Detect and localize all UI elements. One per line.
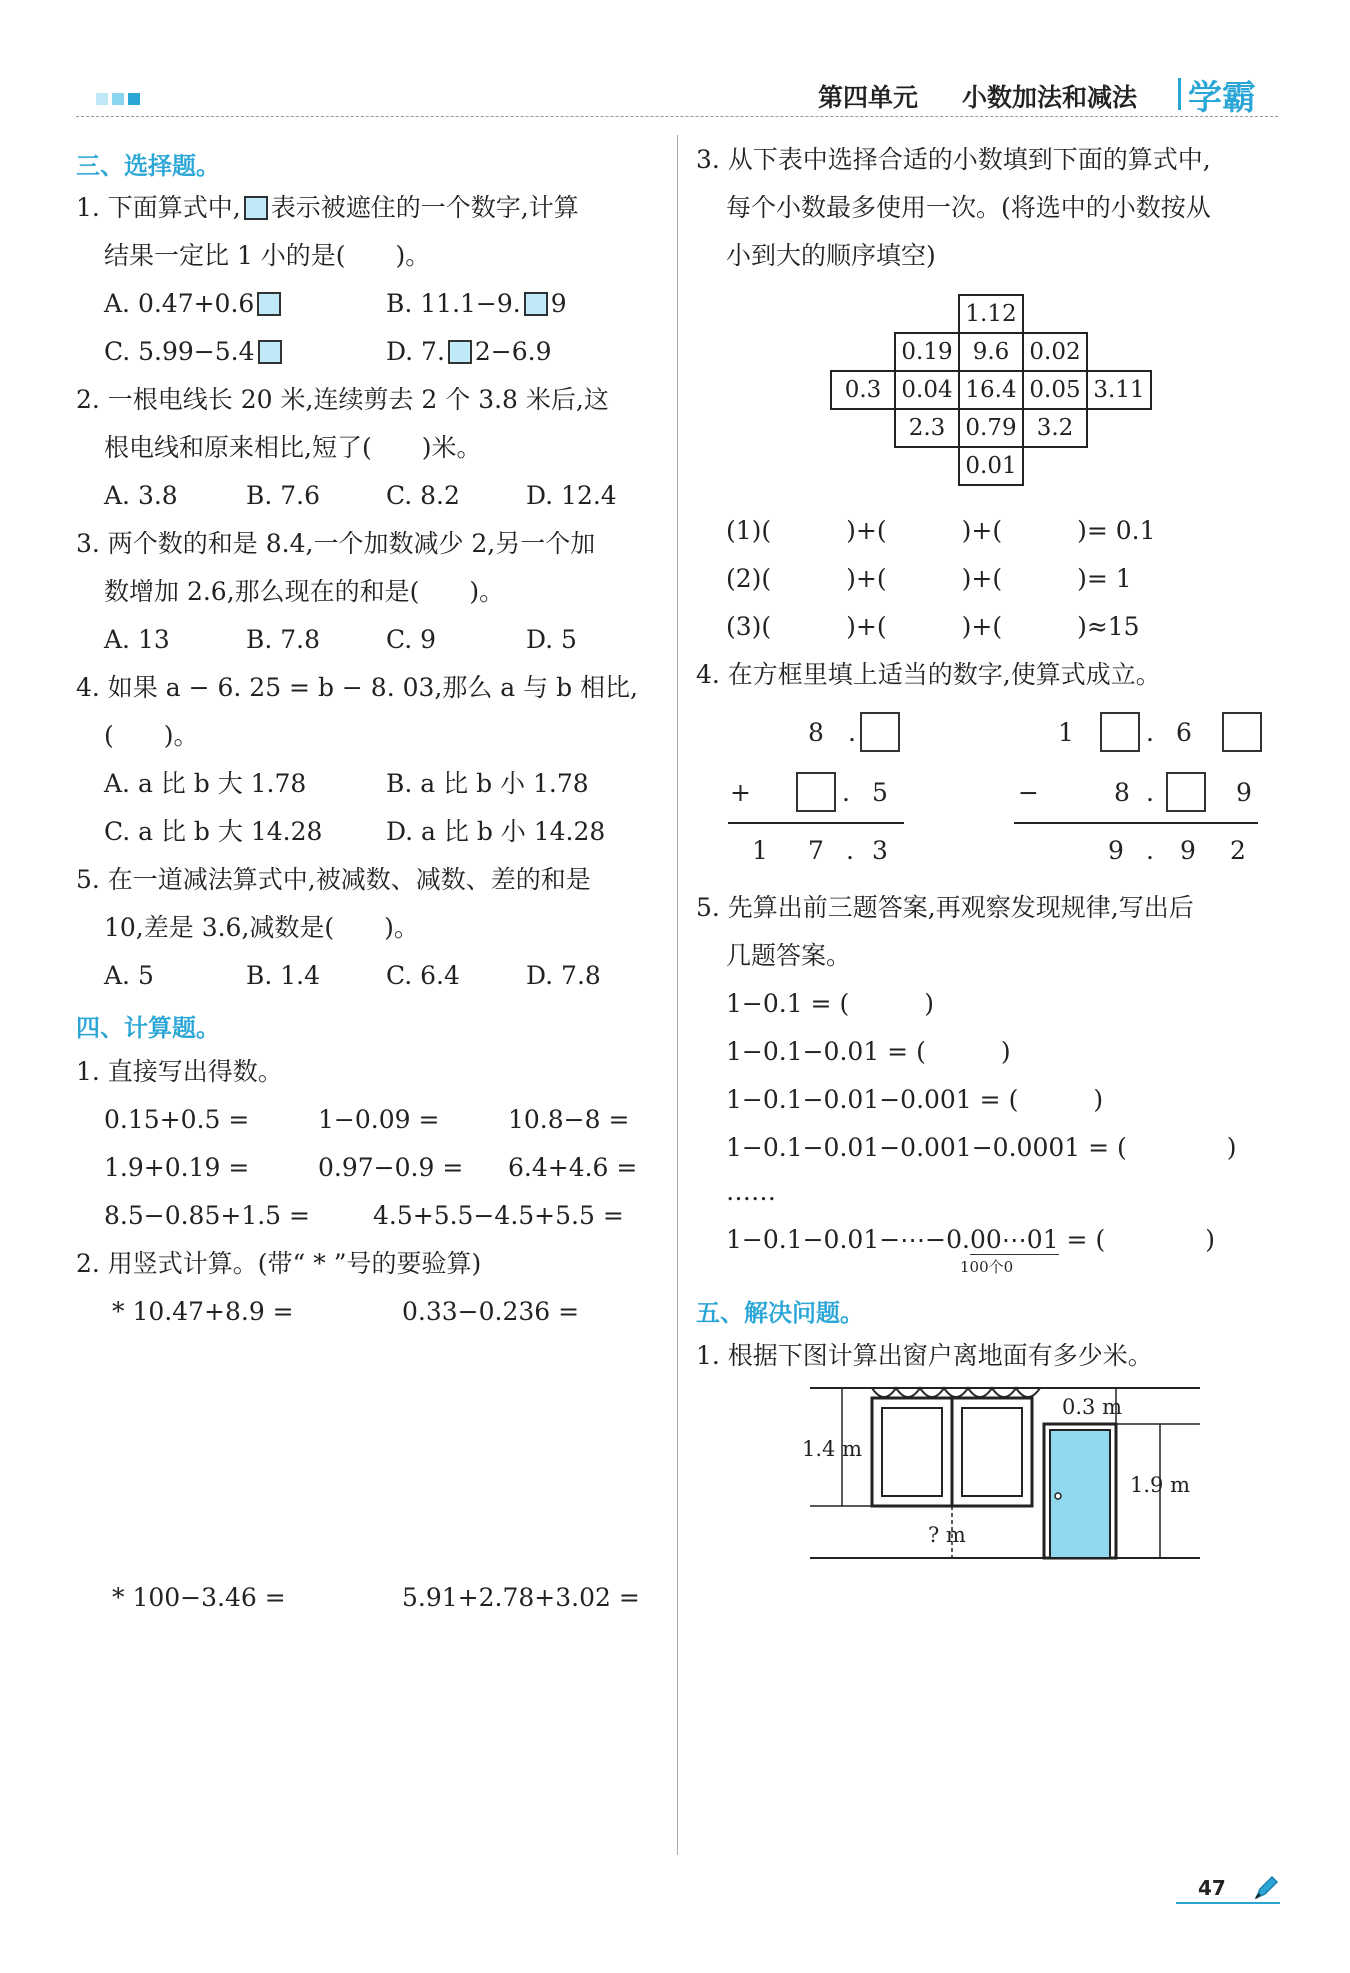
calc-item: 10.8−8 =	[508, 1105, 630, 1134]
footer-rule	[1176, 1902, 1280, 1904]
r-q4-label: 4. 在方框里填上适当的数字,使算式成立。	[696, 660, 1161, 689]
pencil-icon	[1252, 1874, 1280, 1902]
calc-q2-label: 2. 用竖式计算。(带“ * ”号的要验算)	[76, 1249, 482, 1278]
sub-mid-dot: .	[1146, 778, 1154, 807]
header-rule	[76, 116, 1278, 117]
column-divider	[677, 135, 678, 1855]
q2-option: A. 3.8	[104, 481, 178, 510]
plus-sign: +	[730, 778, 751, 807]
sum-equation: (3)( )+( )+( )≈15	[726, 612, 1140, 641]
r-q5-line2: 几题答案。	[726, 941, 852, 970]
calc-item: 6.4+4.6 =	[508, 1153, 638, 1182]
q5-option: D. 7.8	[526, 961, 601, 990]
awning	[872, 1388, 1040, 1397]
brand-logo: 学霸	[1188, 78, 1256, 118]
q3-option: B. 7.8	[246, 625, 321, 654]
masked-digit-icon	[448, 340, 472, 364]
grid-cell: 0.04	[895, 371, 959, 409]
q4-option-d: D. a 比 b 小 14.28	[386, 817, 606, 846]
section-title-calc: 四、计算题。	[76, 1014, 220, 1042]
sub-result-digit: 2	[1230, 836, 1246, 865]
q4-option-c: C. a 比 b 大 14.28	[104, 817, 323, 846]
grid-cell: 0.02	[1023, 333, 1087, 371]
q1-option-a: A. 0.47+0.6	[104, 289, 284, 319]
header-separator	[1178, 78, 1181, 110]
vertical-calc-item: * 100−3.46 =	[112, 1583, 286, 1612]
sub-top-digit: 6	[1176, 718, 1192, 747]
q2-option: B. 7.6	[246, 481, 321, 510]
sum-equation: (1)( )+( )+( )= 0.1	[726, 516, 1156, 545]
q3-option: A. 13	[104, 625, 170, 654]
q4-line1: 4. 如果 a − 6. 25 = b − 8. 03,那么 a 与 b 相比,	[76, 673, 638, 702]
masked-digit-icon	[257, 292, 281, 316]
vertical-calc-item: 5.91+2.78+3.02 =	[402, 1583, 640, 1612]
unit-title: 第四单元	[818, 83, 919, 112]
sub-rule	[1014, 822, 1258, 824]
q5-option: A. 5	[104, 961, 154, 990]
pattern-equation-general: 1−0.1−0.01−⋯−0.00⋯01 = ( )	[726, 1225, 1215, 1254]
label-gap: 0.3 m	[1062, 1395, 1122, 1419]
grid-cell: 0.01	[959, 447, 1023, 485]
r-q3-line1: 3. 从下表中选择合适的小数填到下面的算式中,	[696, 145, 1211, 174]
q4-option-b: B. a 比 b 小 1.78	[386, 769, 589, 798]
pattern-equation: 1−0.1 = ( )	[726, 989, 934, 1018]
add-top-digit: 8	[808, 718, 824, 747]
window-pane	[882, 1408, 942, 1496]
sub-mid-digit: 8	[1114, 778, 1130, 807]
add-mid-dot: .	[842, 778, 850, 807]
masked-digit-icon	[258, 340, 282, 364]
add-mid-digit: 5	[872, 778, 888, 807]
grid-cell: 3.11	[1087, 371, 1151, 409]
ellipsis: ……	[726, 1177, 776, 1206]
chapter-title: 小数加法和减法	[962, 83, 1138, 112]
grid-cell: 0.19	[895, 333, 959, 371]
calc-item: 0.15+0.5 =	[104, 1105, 250, 1134]
q2-line2: 根电线和原来相比,短了( )米。	[104, 433, 482, 462]
label-window-height: 1.4 m	[802, 1437, 862, 1461]
sub-top-dot: .	[1146, 718, 1154, 747]
q5-line1: 5. 在一道减法算式中,被减数、减数、差的和是	[76, 865, 591, 894]
pattern-equation: 1−0.1−0.01−0.001−0.0001 = ( )	[726, 1133, 1237, 1162]
add-rule	[728, 822, 904, 824]
blank-box[interactable]	[1222, 712, 1262, 752]
calc-q1-label: 1. 直接写出得数。	[76, 1057, 283, 1086]
blank-box[interactable]	[1100, 712, 1140, 752]
sub-result-digit: 9	[1108, 836, 1124, 865]
r-q3-line2: 每个小数最多使用一次。(将选中的小数按从	[726, 193, 1211, 222]
q3-line2: 数增加 2.6,那么现在的和是( )。	[104, 577, 505, 606]
sub-mid-digit: 9	[1236, 778, 1252, 807]
grid-cell: 9.6	[959, 333, 1023, 371]
calc-item: 1.9+0.19 =	[104, 1153, 250, 1182]
sum-equation: (2)( )+( )+( )= 1	[726, 564, 1132, 593]
decimal-grid	[830, 294, 1152, 486]
q1-option-c: C. 5.99−5.4	[104, 337, 285, 367]
blank-box[interactable]	[796, 772, 836, 812]
calc-item: 1−0.09 =	[318, 1105, 440, 1134]
add-result-digit: 3	[872, 836, 888, 865]
grid-cell: 0.3	[831, 371, 895, 409]
blank-box[interactable]	[1166, 772, 1206, 812]
add-top-dot: .	[848, 718, 856, 747]
pattern-equation: 1−0.1−0.01 = ( )	[726, 1037, 1011, 1066]
grid-cell: 1.12	[959, 295, 1023, 333]
grid-cell: 0.79	[959, 409, 1023, 447]
minus-sign: −	[1018, 778, 1039, 807]
grid-cell: 0.05	[1023, 371, 1087, 409]
q3-option: C. 9	[386, 625, 437, 654]
masked-digit-icon	[524, 292, 548, 316]
add-result-digit: 7	[808, 836, 824, 865]
sub-result-digit: 9	[1180, 836, 1196, 865]
q1-option-d: D. 7. 2−6.9	[386, 337, 552, 366]
page-number: 47	[1198, 1876, 1226, 1900]
q5-line2: 10,差是 3.6,减数是( )。	[104, 913, 419, 942]
calc-item: 4.5+5.5−4.5+5.5 =	[373, 1201, 624, 1230]
window-door-figure	[800, 1380, 1210, 1570]
q2-option: C. 8.2	[386, 481, 460, 510]
blank-box[interactable]	[860, 712, 900, 752]
q2-line1: 2. 一根电线长 20 米,连续剪去 2 个 3.8 米后,这	[76, 385, 609, 414]
window-pane	[962, 1408, 1022, 1496]
door-knob	[1055, 1493, 1061, 1499]
q1-line2: 结果一定比 1 小的是( )。	[104, 241, 431, 270]
q5-option: C. 6.4	[386, 961, 460, 990]
solve-q1: 1. 根据下图计算出窗户离地面有多少米。	[696, 1341, 1153, 1370]
masked-digit-icon	[244, 196, 268, 220]
section-title-solve: 五、解决问题。	[696, 1299, 864, 1327]
calc-item: 8.5−0.85+1.5 =	[104, 1201, 310, 1230]
q4-line2: ( )。	[104, 721, 199, 750]
label-unknown: ? m	[928, 1523, 966, 1547]
q1-option-b: B. 11.1−9. 9	[386, 289, 567, 318]
grid-cell: 2.3	[895, 409, 959, 447]
r-q3-line3: 小到大的顺序填空)	[726, 241, 936, 270]
vertical-calc-item: 0.33−0.236 =	[402, 1297, 580, 1326]
repeating-zeros: 00⋯01	[969, 1225, 1059, 1254]
add-result-digit: 1	[752, 836, 768, 865]
q5-option: B. 1.4	[246, 961, 321, 990]
q3-option: D. 5	[526, 625, 577, 654]
label-door-height: 1.9 m	[1130, 1473, 1190, 1497]
pattern-equation: 1−0.1−0.01−0.001 = ( )	[726, 1085, 1104, 1114]
grid-cell: 3.2	[1023, 409, 1087, 447]
q4-option-a: A. a 比 b 大 1.78	[104, 769, 307, 798]
sub-result-digit: .	[1146, 836, 1154, 865]
add-result-digit: .	[846, 836, 854, 865]
vertical-calc-item: * 10.47+8.9 =	[112, 1297, 294, 1326]
header-decoration	[96, 90, 140, 109]
zeros-count-note: 100个0	[960, 1258, 1014, 1276]
sub-top-digit: 1	[1058, 718, 1074, 747]
section-title-choice: 三、选择题。	[76, 152, 220, 180]
q2-option: D. 12.4	[526, 481, 617, 510]
q3-line1: 3. 两个数的和是 8.4,一个加数减少 2,另一个加	[76, 529, 596, 558]
r-q5-line1: 5. 先算出前三题答案,再观察发现规律,写出后	[696, 893, 1194, 922]
calc-item: 0.97−0.9 =	[318, 1153, 464, 1182]
grid-cell: 16.4	[959, 371, 1023, 409]
q1-line1: 1. 下面算式中, 表示被遮住的一个数字,计算	[76, 193, 579, 222]
